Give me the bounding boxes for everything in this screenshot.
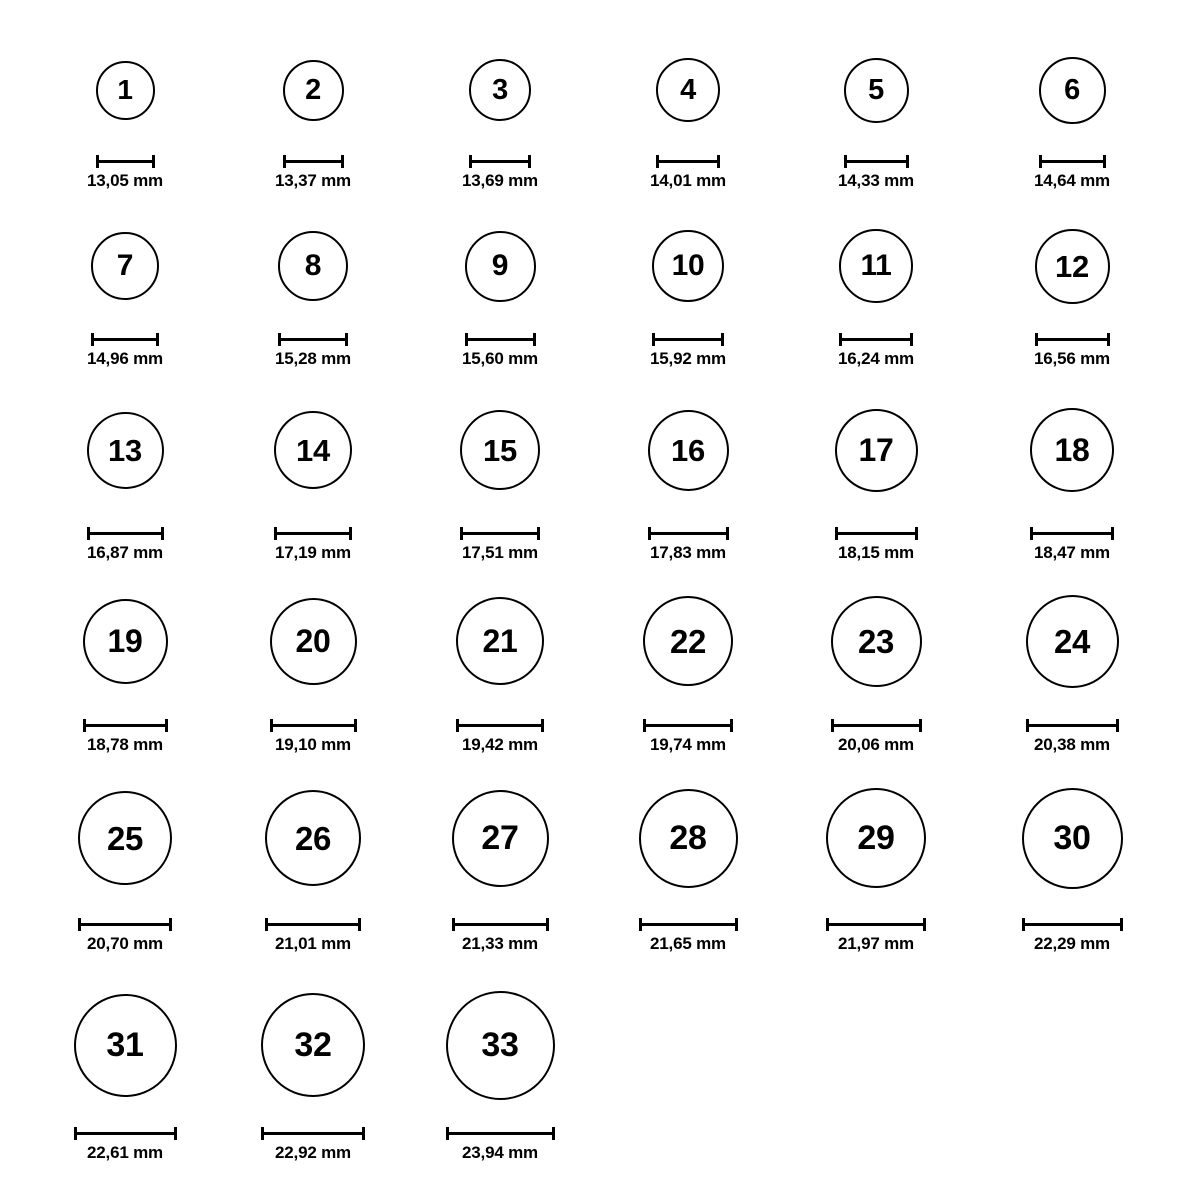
measure-bar-left-cap — [652, 333, 655, 346]
measure-bar-line — [844, 160, 909, 163]
measure-bar-right-cap — [1120, 918, 1123, 931]
ring-size-number: 24 — [1053, 622, 1091, 660]
diameter-label: 14,33 mm — [838, 171, 914, 190]
ring-circle-wrap — [405, 410, 595, 490]
diameter-label: 19,42 mm — [462, 735, 538, 754]
measure-bar-right-cap — [726, 527, 729, 540]
ring-circle — [452, 790, 549, 887]
ring-size-cell — [405, 410, 595, 563]
measure-bar-line — [261, 1132, 365, 1135]
measure-bar-line — [826, 923, 926, 926]
ring-size-number: 21 — [482, 623, 518, 659]
ring-circle-wrap — [977, 408, 1167, 492]
ring-circle — [643, 596, 733, 686]
ring-size-number: 9 — [491, 249, 509, 282]
ring-circle — [83, 599, 168, 684]
ring-circle-wrap — [30, 791, 220, 885]
ring-size-cell — [781, 58, 971, 192]
ring-circle — [639, 789, 738, 888]
measure-bar-right-cap — [341, 155, 344, 168]
ring-size-number: 29 — [857, 819, 895, 857]
measure-bar-line — [460, 532, 540, 535]
ring-size-number: 7 — [116, 249, 134, 282]
measure-bar-right-cap — [345, 333, 348, 346]
ring-circle-wrap — [593, 230, 783, 302]
ring-circle — [835, 409, 918, 492]
measure-bar-right-cap — [152, 155, 155, 168]
ring-size-cell — [218, 411, 408, 563]
diameter-measure-bar — [835, 527, 918, 538]
measure-bar-right-cap — [349, 527, 352, 540]
ring-size-number: 3 — [492, 73, 508, 106]
ring-size-number: 15 — [483, 432, 517, 468]
diameter-measure-bar — [826, 918, 926, 929]
measure-bar-left-cap — [270, 719, 273, 732]
ring-circle — [1039, 57, 1106, 124]
ring-size-number: 2 — [305, 73, 321, 106]
measure-bar-line — [96, 160, 155, 163]
diameter-measure-bar — [261, 1127, 365, 1138]
ring-size-cell — [405, 59, 595, 191]
ring-size-cell — [977, 229, 1167, 370]
measure-bar-right-cap — [721, 333, 724, 346]
diameter-label: 13,05 mm — [87, 171, 163, 190]
measure-bar-right-cap — [1116, 719, 1119, 732]
measure-bar-right-cap — [174, 1127, 177, 1140]
measure-bar-left-cap — [643, 719, 646, 732]
measure-bar-left-cap — [283, 155, 286, 168]
measure-bar-line — [652, 338, 724, 341]
ring-size-number: 28 — [669, 819, 707, 857]
measure-bar-right-cap — [354, 719, 357, 732]
measure-bar-right-cap — [546, 918, 549, 931]
ring-size-cell — [30, 61, 220, 192]
diameter-measure-bar — [652, 333, 724, 344]
diameter-label: 14,96 mm — [87, 349, 163, 368]
ring-circle — [274, 411, 352, 489]
ring-size-number: 19 — [107, 623, 143, 659]
ring-size-cell — [30, 994, 220, 1164]
ring-size-cell — [977, 595, 1167, 756]
ring-circle-wrap — [30, 61, 220, 120]
ring-size-cell — [30, 791, 220, 954]
diameter-label: 20,06 mm — [838, 735, 914, 754]
measure-bar-right-cap — [923, 918, 926, 931]
measure-bar-right-cap — [1103, 155, 1106, 168]
ring-size-cell — [30, 412, 220, 564]
diameter-measure-bar — [1022, 918, 1123, 929]
diameter-measure-bar — [1039, 155, 1106, 166]
measure-bar-left-cap — [265, 918, 268, 931]
measure-bar-right-cap — [528, 155, 531, 168]
measure-bar-line — [452, 923, 549, 926]
diameter-measure-bar — [1035, 333, 1110, 344]
diameter-measure-bar — [844, 155, 909, 166]
diameter-measure-bar — [270, 719, 357, 730]
ring-size-number: 14 — [296, 432, 330, 468]
ring-size-number: 32 — [294, 1026, 332, 1064]
measure-bar-line — [835, 532, 918, 535]
ring-size-cell — [781, 409, 971, 564]
ring-size-number: 8 — [304, 249, 322, 282]
diameter-measure-bar — [87, 527, 164, 538]
measure-bar-line — [270, 724, 357, 727]
diameter-label: 22,61 mm — [87, 1143, 163, 1162]
ring-size-number: 5 — [868, 73, 884, 106]
ring-circle — [261, 993, 365, 1097]
ring-size-number: 30 — [1053, 819, 1091, 857]
ring-size-number: 17 — [858, 432, 894, 468]
diameter-label: 14,01 mm — [650, 171, 726, 190]
ring-circle-wrap — [593, 410, 783, 491]
ring-size-number: 6 — [1064, 73, 1080, 106]
diameter-label: 16,24 mm — [838, 349, 914, 368]
diameter-label: 20,70 mm — [87, 934, 163, 953]
ring-size-number: 25 — [106, 819, 144, 857]
ring-size-number: 13 — [108, 432, 142, 468]
measure-bar-left-cap — [844, 155, 847, 168]
measure-bar-left-cap — [1039, 155, 1042, 168]
measure-bar-left-cap — [261, 1127, 264, 1140]
ring-size-number: 4 — [680, 73, 696, 106]
ring-circle-wrap — [30, 232, 220, 300]
measure-bar-left-cap — [831, 719, 834, 732]
measure-bar-right-cap — [717, 155, 720, 168]
measure-bar-left-cap — [446, 1127, 449, 1140]
measure-bar-line — [74, 1132, 177, 1135]
ring-size-cell — [593, 410, 783, 564]
measure-bar-line — [1039, 160, 1106, 163]
ring-circle — [652, 230, 724, 302]
diameter-measure-bar — [465, 333, 536, 344]
measure-bar-line — [1022, 923, 1123, 926]
diameter-label: 22,92 mm — [275, 1143, 351, 1162]
measure-bar-left-cap — [83, 719, 86, 732]
ring-size-cell — [405, 597, 595, 755]
ring-circle-wrap — [218, 411, 408, 489]
ring-circle — [1035, 229, 1110, 304]
measure-bar-line — [456, 724, 544, 727]
diameter-measure-bar — [643, 719, 733, 730]
ring-circle — [844, 58, 909, 123]
ring-circle-wrap — [977, 595, 1167, 688]
measure-bar-line — [283, 160, 344, 163]
diameter-measure-bar — [452, 918, 549, 929]
ring-circle-wrap — [405, 59, 595, 121]
diameter-measure-bar — [78, 918, 172, 929]
measure-bar-line — [469, 160, 531, 163]
measure-bar-left-cap — [1030, 527, 1033, 540]
ring-circle-wrap — [218, 231, 408, 301]
measure-bar-left-cap — [469, 155, 472, 168]
diameter-label: 15,92 mm — [650, 349, 726, 368]
diameter-label: 23,94 mm — [462, 1143, 538, 1162]
ring-size-cell — [977, 788, 1167, 955]
diameter-label: 20,38 mm — [1034, 735, 1110, 754]
ring-size-number: 20 — [295, 623, 331, 659]
measure-bar-line — [83, 724, 168, 727]
measure-bar-line — [639, 923, 738, 926]
ring-size-cell — [977, 408, 1167, 563]
measure-bar-line — [643, 724, 733, 727]
ring-circle — [648, 410, 729, 491]
ring-size-number: 10 — [671, 249, 705, 282]
diameter-label: 19,74 mm — [650, 735, 726, 754]
measure-bar-right-cap — [919, 719, 922, 732]
measure-bar-line — [831, 724, 922, 727]
diameter-label: 21,01 mm — [275, 934, 351, 953]
ring-circle — [839, 229, 913, 303]
ring-size-cell — [218, 598, 408, 756]
ring-circle-wrap — [218, 993, 408, 1097]
measure-bar-left-cap — [78, 918, 81, 931]
ring-circle — [91, 232, 159, 300]
ring-circle — [465, 231, 536, 302]
ring-circle — [826, 788, 926, 888]
ring-size-cell — [781, 788, 971, 954]
measure-bar-right-cap — [552, 1127, 555, 1140]
ring-size-number: 18 — [1054, 432, 1090, 468]
measure-bar-right-cap — [156, 333, 159, 346]
ring-size-cell — [405, 991, 595, 1164]
ring-size-cell — [593, 230, 783, 369]
ring-circle-wrap — [218, 60, 408, 121]
measure-bar-left-cap — [274, 527, 277, 540]
ring-size-number: 27 — [481, 819, 519, 857]
diameter-measure-bar — [83, 719, 168, 730]
measure-bar-right-cap — [165, 719, 168, 732]
measure-bar-line — [278, 338, 348, 341]
diameter-label: 15,28 mm — [275, 349, 351, 368]
measure-bar-line — [91, 338, 159, 341]
ring-circle — [469, 59, 531, 121]
measure-bar-line — [656, 160, 720, 163]
measure-bar-line — [274, 532, 352, 535]
diameter-label: 19,10 mm — [275, 735, 351, 754]
measure-bar-line — [839, 338, 913, 341]
measure-bar-right-cap — [362, 1127, 365, 1140]
measure-bar-right-cap — [161, 527, 164, 540]
ring-circle — [87, 412, 164, 489]
ring-size-cell — [781, 229, 971, 369]
ring-circle — [656, 58, 720, 122]
ring-size-number: 23 — [857, 622, 895, 660]
ring-size-number: 26 — [294, 819, 332, 857]
measure-bar-line — [1026, 724, 1119, 727]
measure-bar-left-cap — [465, 333, 468, 346]
ring-circle-wrap — [977, 57, 1167, 124]
measure-bar-left-cap — [1022, 918, 1025, 931]
measure-bar-right-cap — [730, 719, 733, 732]
diameter-measure-bar — [648, 527, 729, 538]
ring-circle-wrap — [593, 58, 783, 122]
ring-size-number: 31 — [106, 1026, 144, 1064]
ring-size-number: 22 — [669, 622, 707, 660]
ring-circle — [456, 597, 544, 685]
diameter-measure-bar — [469, 155, 531, 166]
measure-bar-line — [87, 532, 164, 535]
ring-size-cell — [977, 57, 1167, 192]
ring-circle — [270, 598, 357, 685]
ring-circle-wrap — [405, 790, 595, 887]
ring-size-cell — [218, 231, 408, 369]
diameter-label: 22,29 mm — [1034, 934, 1110, 953]
diameter-measure-bar — [460, 527, 540, 538]
ring-circle — [1026, 595, 1119, 688]
diameter-measure-bar — [839, 333, 913, 344]
ring-circle — [78, 791, 172, 885]
ring-circle — [460, 410, 540, 490]
ring-size-cell — [218, 790, 408, 954]
measure-bar-left-cap — [96, 155, 99, 168]
ring-circle — [831, 596, 922, 687]
diameter-measure-bar — [446, 1127, 555, 1138]
ring-size-cell — [405, 231, 595, 370]
measure-bar-line — [265, 923, 361, 926]
ring-circle — [1030, 408, 1114, 492]
measure-bar-left-cap — [639, 918, 642, 931]
ring-size-cell — [218, 60, 408, 192]
diameter-label: 18,47 mm — [1034, 543, 1110, 562]
measure-bar-line — [465, 338, 536, 341]
measure-bar-left-cap — [1035, 333, 1038, 346]
ring-circle-wrap — [405, 231, 595, 302]
diameter-label: 13,37 mm — [275, 171, 351, 190]
diameter-measure-bar — [278, 333, 348, 344]
ring-circle-wrap — [977, 788, 1167, 889]
ring-circle-wrap — [781, 229, 971, 303]
measure-bar-right-cap — [358, 918, 361, 931]
measure-bar-left-cap — [87, 527, 90, 540]
measure-bar-right-cap — [541, 719, 544, 732]
ring-circle-wrap — [405, 991, 595, 1100]
measure-bar-left-cap — [278, 333, 281, 346]
measure-bar-line — [78, 923, 172, 926]
ring-size-number: 33 — [481, 1026, 519, 1064]
diameter-measure-bar — [831, 719, 922, 730]
ring-circle-wrap — [593, 789, 783, 888]
measure-bar-left-cap — [74, 1127, 77, 1140]
ring-circle — [283, 60, 344, 121]
diameter-label: 13,69 mm — [462, 171, 538, 190]
measure-bar-left-cap — [648, 527, 651, 540]
measure-bar-left-cap — [460, 527, 463, 540]
measure-bar-right-cap — [1111, 527, 1114, 540]
diameter-label: 17,19 mm — [275, 543, 351, 562]
ring-circle — [446, 991, 555, 1100]
ring-circle-wrap — [977, 229, 1167, 304]
diameter-measure-bar — [283, 155, 344, 166]
measure-bar-right-cap — [533, 333, 536, 346]
ring-circle-wrap — [781, 58, 971, 123]
ring-size-number: 16 — [671, 432, 705, 468]
measure-bar-left-cap — [456, 719, 459, 732]
measure-bar-right-cap — [735, 918, 738, 931]
measure-bar-line — [1035, 338, 1110, 341]
diameter-label: 18,78 mm — [87, 735, 163, 754]
diameter-measure-bar — [96, 155, 155, 166]
diameter-label: 21,65 mm — [650, 934, 726, 953]
ring-circle — [265, 790, 361, 886]
ring-circle-wrap — [781, 788, 971, 888]
ring-size-cell — [593, 596, 783, 755]
diameter-measure-bar — [265, 918, 361, 929]
diameter-measure-bar — [639, 918, 738, 929]
ring-circle-wrap — [781, 409, 971, 492]
diameter-measure-bar — [1026, 719, 1119, 730]
measure-bar-left-cap — [835, 527, 838, 540]
diameter-measure-bar — [656, 155, 720, 166]
diameter-measure-bar — [274, 527, 352, 538]
diameter-measure-bar — [74, 1127, 177, 1138]
diameter-measure-bar — [456, 719, 544, 730]
ring-circle — [96, 61, 155, 120]
ring-size-cell — [405, 790, 595, 955]
ring-size-cell — [218, 993, 408, 1163]
measure-bar-line — [648, 532, 729, 535]
ring-circle — [74, 994, 177, 1097]
ring-size-cell — [593, 789, 783, 955]
diameter-label: 17,83 mm — [650, 543, 726, 562]
ring-size-cell — [30, 599, 220, 756]
measure-bar-right-cap — [1107, 333, 1110, 346]
ring-size-cell — [30, 232, 220, 369]
measure-bar-left-cap — [91, 333, 94, 346]
measure-bar-right-cap — [910, 333, 913, 346]
ring-size-number: 11 — [860, 249, 892, 282]
ring-circle-wrap — [30, 412, 220, 489]
ring-circle — [278, 231, 348, 301]
ring-circle-wrap — [30, 599, 220, 684]
measure-bar-left-cap — [656, 155, 659, 168]
diameter-label: 18,15 mm — [838, 543, 914, 562]
diameter-measure-bar — [1030, 527, 1114, 538]
diameter-label: 14,64 mm — [1034, 171, 1110, 190]
ring-circle-wrap — [593, 596, 783, 686]
ring-size-number: 12 — [1055, 248, 1089, 284]
measure-bar-line — [446, 1132, 555, 1135]
ring-circle-wrap — [218, 790, 408, 886]
measure-bar-left-cap — [452, 918, 455, 931]
diameter-label: 21,33 mm — [462, 934, 538, 953]
diameter-label: 17,51 mm — [462, 543, 538, 562]
measure-bar-left-cap — [1026, 719, 1029, 732]
measure-bar-right-cap — [537, 527, 540, 540]
ring-size-cell — [781, 596, 971, 756]
measure-bar-right-cap — [906, 155, 909, 168]
ring-circle-wrap — [781, 596, 971, 687]
ring-size-number: 1 — [117, 74, 133, 105]
diameter-measure-bar — [91, 333, 159, 344]
measure-bar-line — [1030, 532, 1114, 535]
measure-bar-left-cap — [839, 333, 842, 346]
diameter-label: 16,56 mm — [1034, 349, 1110, 368]
ring-circle-wrap — [405, 597, 595, 685]
ring-circle-wrap — [30, 994, 220, 1097]
ring-circle-wrap — [218, 598, 408, 685]
ring-circle — [1022, 788, 1123, 889]
diameter-label: 15,60 mm — [462, 349, 538, 368]
measure-bar-right-cap — [169, 918, 172, 931]
measure-bar-right-cap — [915, 527, 918, 540]
diameter-label: 21,97 mm — [838, 934, 914, 953]
diameter-label: 16,87 mm — [87, 543, 163, 562]
measure-bar-left-cap — [826, 918, 829, 931]
ring-size-cell — [593, 58, 783, 191]
